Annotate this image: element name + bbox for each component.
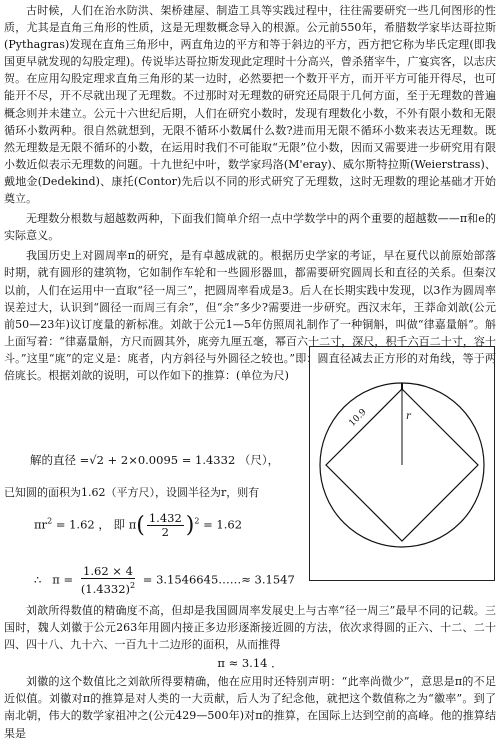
formula-diameter: 解的直径 =√2 + 2×0.0095 = 1.4332 （尺）， [30, 453, 280, 467]
formula-eq1: $\pi r^2 = 1.62$ ， 即 π( $\frac{1.432}{2}$ )$^2$ = 1.62 [34, 511, 243, 539]
paragraph-irrational-history: 古时候，人们在治水防洪、架桥建屋、制造工具等实践过程中，往往需要研究一些几何图形的性质，尤其是直角三角形的性质，这是无理数概念导入的根源。公元前550年，希腊数学家毕达哥拉斯(Pythagras)发现在直角三角形中，两直角边的平方和等于斜边的平方，西方把它称为毕氏定理(即我国更早就发现的勾股定理)。传说毕达哥拉斯发现此定理时十分高兴，曾杀猪宰牛，广宴宾客，以志庆贺。在应用勾股定理求直角三角形的某一边时，必然要把一个数开平方，而开平方可能开得尽，也可能开不尽，开不尽就出现了无理数。不过那时对无理数的研究还局限于几何方面，至于无理数的普遍概念则并未建立。公元十六世纪后期，人们在研究小数时，发现有理数化小数，不外有限小数和无限循环小数两种。很自然就想到，无限不循环小数属什么数?进而用无限不循环小数来表达无理数。既然无理数是无限不循环的小数，在运用时我们不可能取“无限”位小数，因而又需要进一步研究用有限小数近似表示无理数的问题。十九世纪中叶，数学家玛洛(M'eray)、威尔斯特拉斯(Weierstrass)、戴地金(Dedekind)、康托(Contor)先后以不同的形式研究了无理数，这时无理数的理论基础才开始奠立。 [4, 4, 496, 206]
formula-eq2: ∴ π = $\frac{1.62 \times 4}{(1.4332)^2}$ = 3.1546645……≈ 3.1547 [34, 564, 295, 596]
document-page-lower [4, 602, 496, 742]
formula-area-text: 已知圆的面积为1.62（平方尺），设圆半径为r，则有 [4, 486, 260, 499]
circle-square-diagram [310, 347, 494, 580]
paragraph-liu-xin: 刘歆所得数值的精确度不高，但却是我国圆周率发展史上与古率“径一周三”最早不同的记载。三国时，魏人刘徽于公元263年用圆内接正多边形逐渐接近圆的方法，依次求得圆的正六、十二、二十四、四十八、九十六、一百九十二边形的面积，从而推得 [4, 604, 496, 652]
figure-circle-square [309, 346, 495, 581]
document-page [4, 2, 496, 384]
side-label: 10.9 [347, 407, 369, 429]
formula-pi-approx: π ≈ 3.14 ． [217, 656, 283, 671]
paragraph-transcendental: 无理数分根数与超越数两种，下面我们简单介绍一点中学数学中的两个重要的超越数——π和e的实际意义。 [4, 212, 496, 243]
radius-label: r [406, 411, 411, 422]
paragraph-pi-history: 我国历史上对圆周率π的研究，是有卓越成就的。根据历史学家的考证，早在夏代以前原始部落时期，就有圆形的建筑物，它如制作车轮和一些圆形器皿，都需要研究圆周长和直径的关系。但秦汉以前，人们在运用中一直取“径一周三”，把圆周率看成是3。后人在长期实践中发现，以3作为圆周率误差过大，认识到“圆径一而周三有余”，但“余”多少?需要进一步研究。西汉末年，王莽命刘歆(公元前50—23年)议订度量的新标准。刘歆于公元1—5年仿照周礼制作了一种铜斛，叫做“律嘉量斛”。斛上面写着：“律嘉量斛，方尺而圆其外，庣旁九厘五毫，幂百六十二寸，深尺，积千六百二十寸，容十斗。”这里“庣”的定义是：庣者，内方斜径与外圆径之较也。”即：圆直径减去正方形的对角线，等于两倍庣长。根据刘歆的说明，可以作如下的推算：(单位为尺) [4, 249, 496, 382]
paragraph-liu-hui: 刘徽的这个数值比之刘歆所得要精确，他在应用时还特别声明：“此率尚微少”，意思是π的不足近似值。刘徽对π的推算是对人类的一大贡献，后人为了纪念他，就把这个数值称之为“徽率”。到了南北朝，伟大的数学家祖冲之(公元429—500年)对π的推算，在国际上达到空前的高峰。他的推算结果是 [4, 675, 496, 740]
